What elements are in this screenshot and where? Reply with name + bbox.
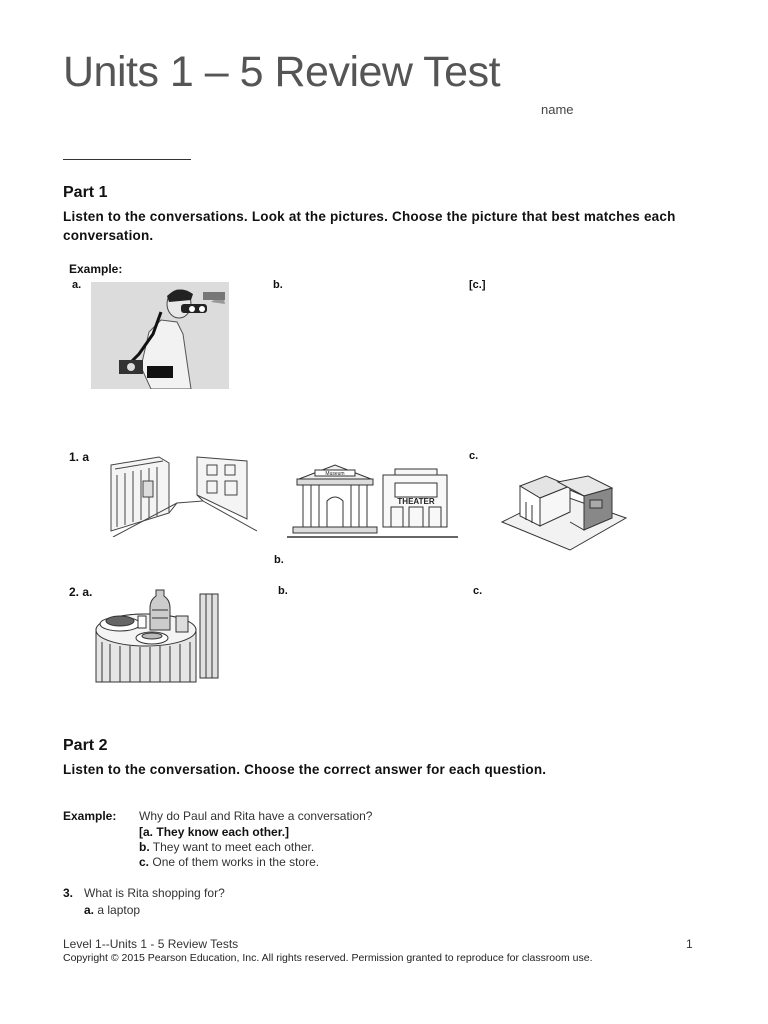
part2-instructions: Listen to the conversation. Choose the correct answer for each question. — [63, 762, 547, 777]
isometric-building-picture — [500, 472, 628, 552]
q3-answer-a — [84, 903, 140, 917]
dinner-table-picture — [94, 586, 224, 686]
q1-option-a-label: 1. a — [69, 450, 90, 464]
q1-option-b-label: b. — [274, 554, 284, 566]
part1-example-label: Example: — [69, 262, 123, 276]
part2-example-question: Why do Paul and Rita have a conversation? — [139, 809, 373, 823]
example-option-c: [c.] — [469, 279, 486, 291]
museum-theater-picture — [287, 461, 458, 539]
page-number: 1 — [686, 937, 693, 951]
copyright: Copyright © 2015 Pearson Education, Inc. All rights reserved. Permission granted to reproduce for classroom use. — [63, 952, 593, 964]
example-answer-b-letter: b. — [139, 840, 150, 854]
example-option-b: b. — [273, 279, 283, 291]
footer-left: Level 1--Units 1 - 5 Review Tests — [63, 937, 239, 951]
part2-example-label: Example: — [63, 809, 117, 823]
example-answer-c-text: One of them works in the store. — [152, 855, 320, 869]
part1-instructions: Listen to the conversations. Look at the pictures. Choose the picture that best matches each conversation. — [63, 209, 676, 243]
example-answer-b-text: They want to meet each other. — [152, 840, 315, 854]
museum-sign-text: Museum — [325, 471, 345, 477]
example-answer-c — [139, 855, 319, 869]
part1-heading: Part 1 — [63, 184, 108, 201]
example-answer-a — [139, 825, 289, 839]
example-option-a: a. — [72, 279, 82, 291]
page-title: Units 1 – 5 Review Test — [63, 48, 501, 96]
q2-option-c-label: c. — [473, 585, 483, 597]
name-label: name — [541, 102, 574, 117]
q3-answer-a-text: a laptop — [97, 903, 141, 917]
q1-option-c-label: c. — [469, 450, 479, 462]
q3-question: What is Rita shopping for? — [84, 886, 225, 900]
example-answer-a-letter: [a. — [139, 825, 154, 839]
binoculars-man-picture — [91, 282, 229, 389]
q2-option-a-label: 2. a. — [69, 585, 93, 599]
example-answer-b — [139, 840, 314, 854]
q3-answer-a-letter: a. — [84, 903, 95, 917]
q3-number: 3. — [63, 886, 74, 900]
name-line — [63, 159, 191, 160]
theater-sign-text: THEATER — [397, 497, 435, 506]
example-answer-c-letter: c. — [139, 855, 150, 869]
part2-heading: Part 2 — [63, 737, 108, 754]
example-answer-a-text: They know each other.] — [156, 825, 290, 839]
street-perspective-picture — [107, 451, 257, 537]
q2-option-b-label: b. — [278, 585, 288, 597]
